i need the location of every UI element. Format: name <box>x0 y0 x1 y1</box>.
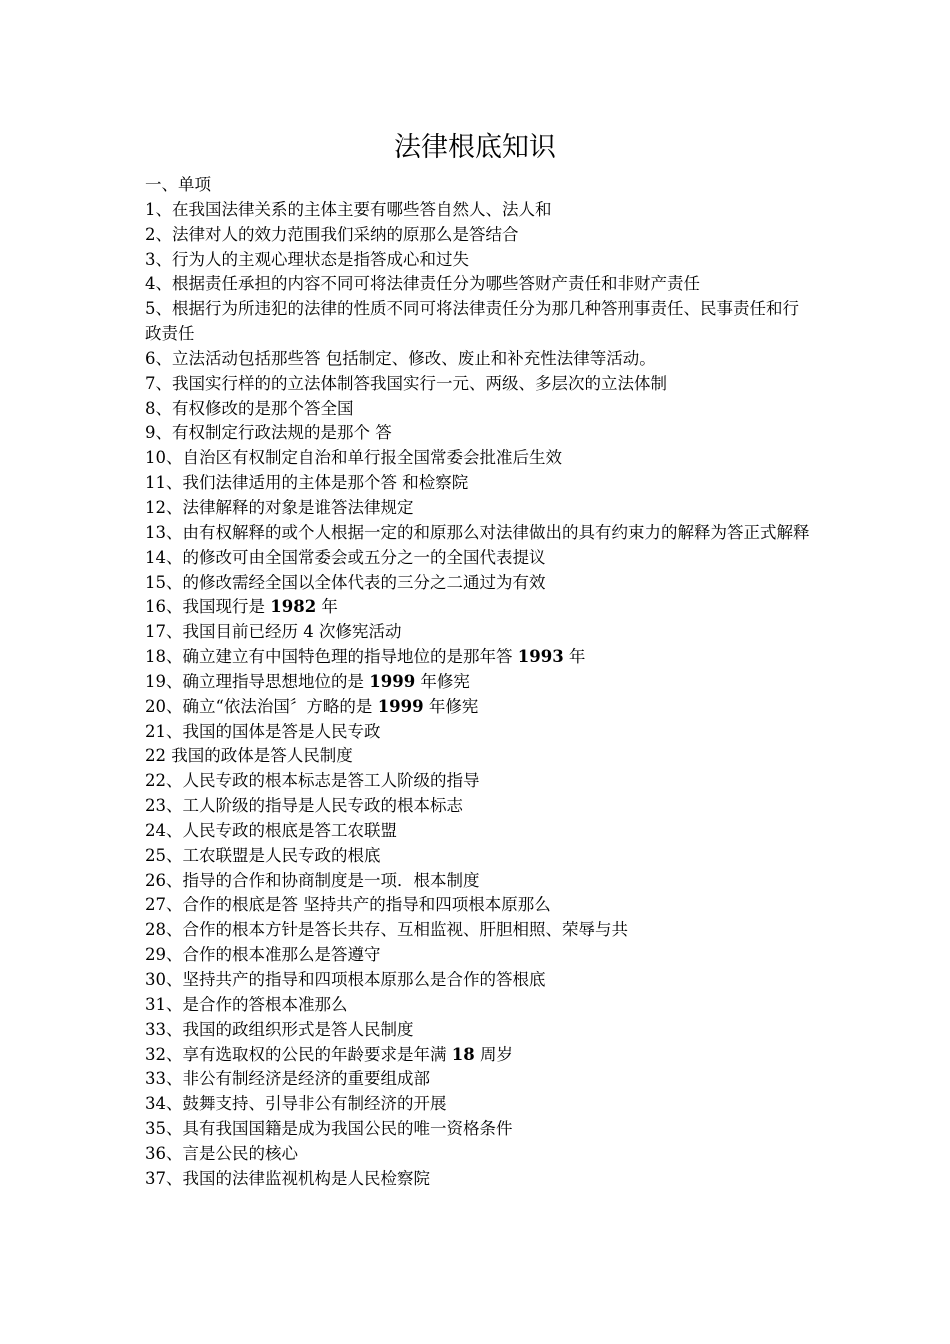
question-text: 18、确立建立有中国特色理的指导地位的是那年答 <box>145 647 518 667</box>
question-line: 25、工农联盟是人民专政的根底 <box>145 845 381 865</box>
question-line: 36、言是公民的核心 <box>145 1143 298 1163</box>
question-text: 20、确立“依法治国〞方略的是 <box>145 696 378 716</box>
question-line: 24、人民专政的根底是答工农联盟 <box>145 820 397 840</box>
question-line: 37、我国的法律监视机构是人民检察院 <box>145 1168 430 1188</box>
question-line: 9、有权制定行政法规的是那个 答 <box>145 423 392 443</box>
question-line: 23、工人阶级的指导是人民专政的根本标志 <box>145 796 463 816</box>
bold-number: 1993 <box>517 647 564 667</box>
question-line: 33、非公有制经济是经济的重要组成部 <box>145 1069 430 1089</box>
question-line: 5、根据行为所违犯的法律的性质不同可将法律责任分为那几种答刑事责任、民事责任和行政责任 <box>145 299 799 344</box>
question-line: 10、自治区有权制定自治和单行报全国常委会批准后生效 <box>145 448 562 468</box>
document-body <box>145 173 810 1192</box>
question-text: 周岁 <box>474 1044 513 1064</box>
question-line: 2、法律对人的效力范围我们采纳的原那么是答结合 <box>145 224 519 244</box>
question-line: 21、我国的国体是答是人民专政 <box>145 721 381 741</box>
question-line: 34、鼓舞支持、引导非公有制经济的开展 <box>145 1094 447 1114</box>
question-line: 28、合作的根本方针是答长共存、互相监视、肝胆相照、荣辱与共 <box>145 920 628 940</box>
bold-number: 1999 <box>369 671 416 691</box>
question-line: 22 我国的政体是答人民制度 <box>145 746 353 766</box>
question-line: 1、在我国法律关系的主体主要有哪些答自然人、法人和 <box>145 199 552 219</box>
question-line: 14、的修改可由全国常委会或五分之一的全国代表提议 <box>145 547 546 567</box>
question-line <box>145 695 810 720</box>
section-heading: 一、单项 <box>145 175 211 194</box>
question-line: 6、立法活动包括那些答 包括制定、修改、废止和补充性法律等活动。 <box>145 348 656 368</box>
question-line: 12、法律解释的对象是谁答法律规定 <box>145 497 414 517</box>
question-text: 32、享有选取权的公民的年龄要求是年满 <box>145 1044 452 1064</box>
question-text: 年修宪 <box>423 696 479 716</box>
question-line <box>145 1043 810 1068</box>
question-line: 13、由有权解释的或个人根据一定的和原那么对法律做出的具有约束力的解释为答正式解释 <box>145 522 810 542</box>
question-line: 29、合作的根本准那么是答遵守 <box>145 945 381 965</box>
question-line <box>145 670 810 695</box>
bold-number: 1999 <box>377 696 424 716</box>
question-text: 年 <box>563 647 586 667</box>
question-line: 7、我国实行样的的立法体制答我国实行一元、两级、多层次的立法体制 <box>145 373 667 393</box>
document-title: 法律根底知识 <box>394 132 556 163</box>
question-line: 31、是合作的答根本准那么 <box>145 994 348 1014</box>
question-text: 年 <box>316 597 338 617</box>
question-line: 26、指导的合作和协商制度是一项．根本制度 <box>145 870 480 890</box>
question-line <box>145 595 810 620</box>
question-text: 19、确立理指导思想地位的是 <box>145 671 370 691</box>
question-line: 8、有权修改的是那个答全国 <box>145 398 354 418</box>
question-text: 16、我国现行是 <box>145 597 271 617</box>
question-line <box>145 645 810 670</box>
question-line: 4、根据责任承担的内容不同可将法律责任分为哪些答财产责任和非财产责任 <box>145 274 700 294</box>
question-line: 15、的修改需经全国以全体代表的三分之二通过为有效 <box>145 572 546 592</box>
question-line: 33、我国的政组织形式是答人民制度 <box>145 1019 414 1039</box>
question-line: 3、行为人的主观心理状态是指答成心和过失 <box>145 249 469 269</box>
question-line: 22、人民专政的根本标志是答工人阶级的指导 <box>145 771 480 791</box>
question-text: 年修宪 <box>415 671 470 691</box>
bold-number: 18 <box>451 1044 475 1064</box>
bold-number: 1982 <box>270 597 317 617</box>
question-line: 17、我国目前已经历 4 次修宪活动 <box>145 622 402 642</box>
question-line: 35、具有我国国籍是成为我国公民的唯一资格条件 <box>145 1119 513 1139</box>
question-line: 30、坚持共产的指导和四项根本原那么是合作的答根底 <box>145 970 546 989</box>
question-line: 27、合作的根底是答 坚持共产的指导和四项根本原那么 <box>145 895 551 915</box>
question-line: 11、我们法律适用的主体是那个答 和检察院 <box>145 473 469 493</box>
